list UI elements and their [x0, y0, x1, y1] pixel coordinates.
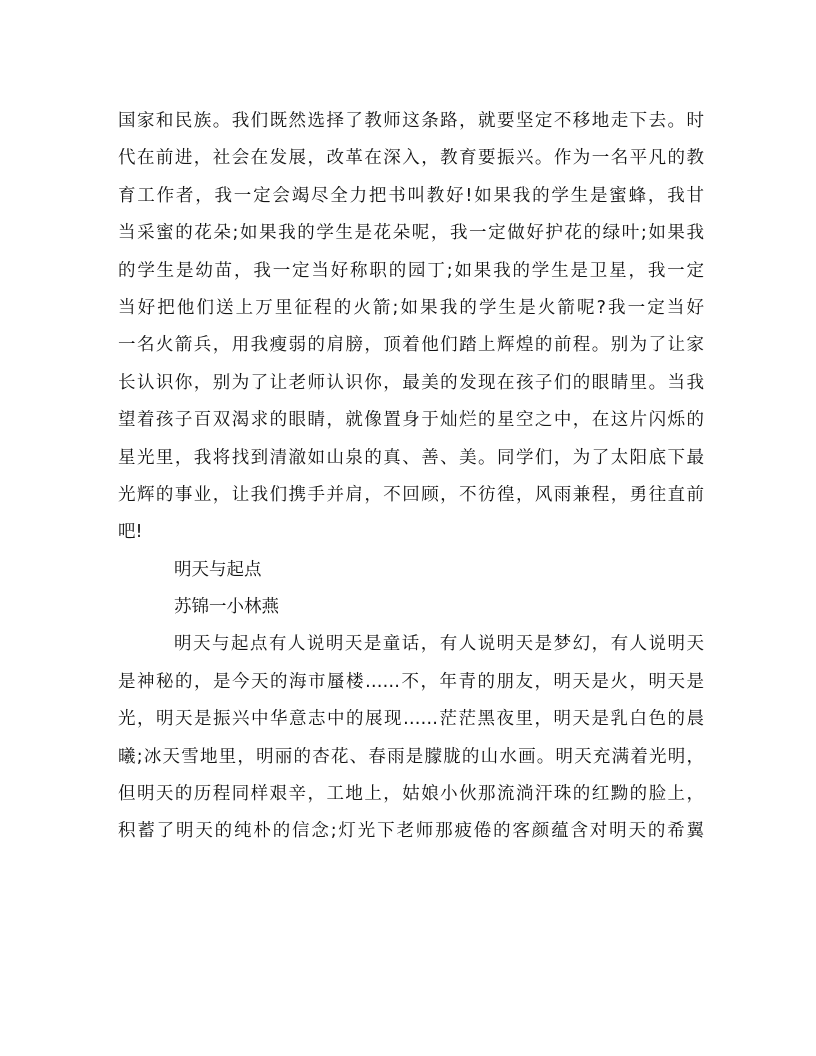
text-line: 明天与起点有人说明天是童话，有人说明天是梦幻，有人说明天 — [174, 634, 704, 655]
text-line: 一名火箭兵，用我瘦弱的肩膀，顶着他们踏上辉煌的前程。别为了让家 — [118, 335, 704, 356]
text-line: 是神秘的，是今天的海市蜃楼……不，年青的朋友，明天是火，明天是 — [118, 671, 704, 692]
document-body — [118, 103, 704, 851]
text-line: 望着孩子百双渴求的眼睛，就像置身于灿烂的星空之中，在这片闪烁的 — [118, 410, 704, 431]
text-line: 吧! — [118, 522, 143, 543]
text-line: 代在前进，社会在发展，改革在深入，教育要振兴。作为一名平凡的教 — [118, 148, 704, 169]
text-line: 积蓄了明天的纯朴的信念;灯光下老师那疲倦的客颜蕴含对明天的希翼 — [118, 821, 704, 842]
text-line: 光辉的事业，让我们携手并肩，不回顾，不彷徨，风雨兼程，勇往直前 — [118, 484, 704, 505]
text-line: 当好把他们送上万里征程的火箭;如果我的学生是火箭呢?我一定当好 — [118, 297, 704, 318]
text-line: 的学生是幼苗，我一定当好称职的园丁;如果我的学生是卫星，我一定 — [118, 260, 704, 281]
section-author: 苏锦一小林燕 — [174, 597, 279, 618]
text-line: 当采蜜的花朵;如果我的学生是花朵呢，我一定做好护花的绿叶;如果我 — [118, 223, 704, 244]
text-line: 曦;冰天雪地里，明丽的杏花、春雨是朦胧的山水画。明天充满着光明， — [118, 746, 704, 767]
text-line: 但明天的历程同样艰辛，工地上，姑娘小伙那流淌汗珠的红黝的脸上， — [118, 784, 704, 805]
text-line: 长认识你，别为了让老师认识你，最美的发现在孩子们的眼睛里。当我 — [118, 372, 704, 393]
text-line: 国家和民族。我们既然选择了教师这条路，就要坚定不移地走下去。时 — [118, 111, 704, 131]
text-line: 光，明天是振兴中华意志中的展现……茫茫黑夜里，明天是乳白色的晨 — [118, 709, 704, 730]
section-title: 明天与起点 — [174, 559, 262, 580]
text-line: 育工作者，我一定会竭尽全力把书叫教好!如果我的学生是蜜蜂，我甘 — [118, 185, 704, 206]
text-line: 星光里，我将找到清澈如山泉的真、善、美。同学们，为了太阳底下最 — [118, 447, 704, 468]
